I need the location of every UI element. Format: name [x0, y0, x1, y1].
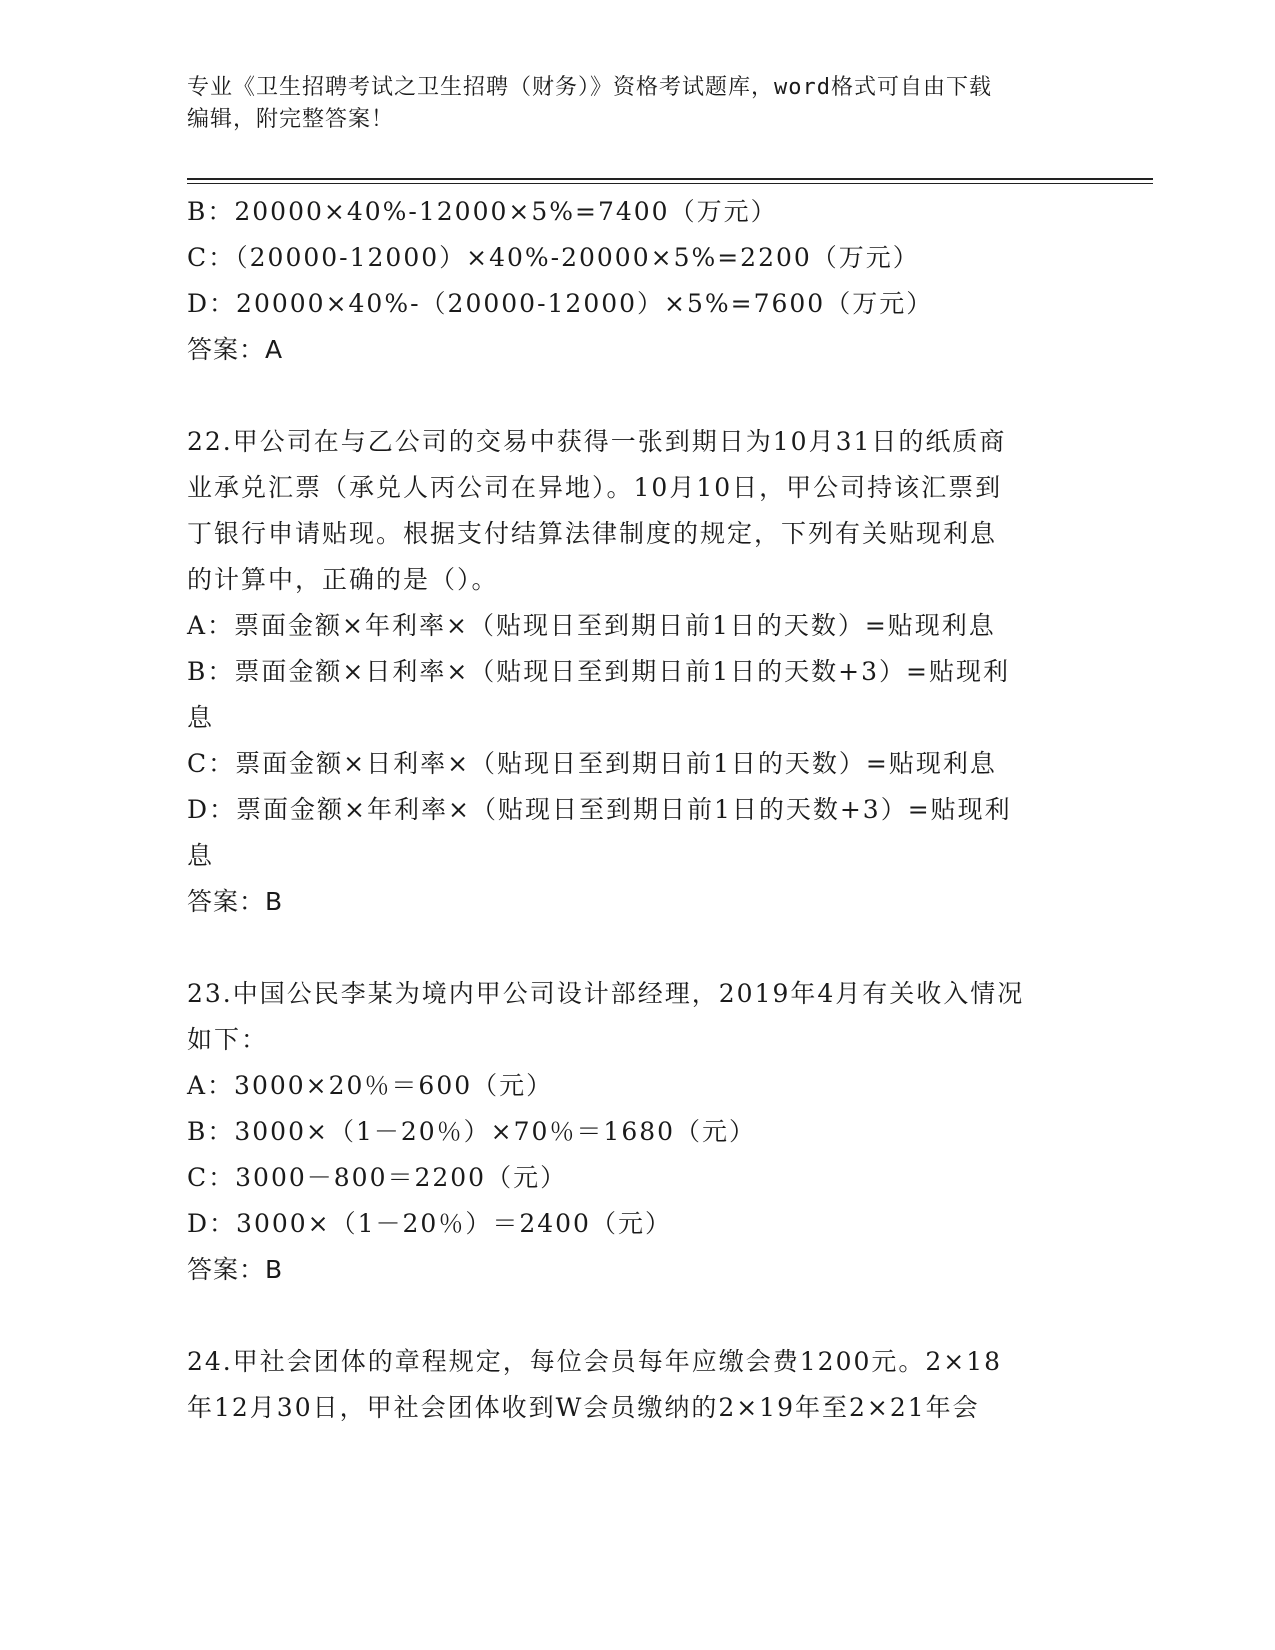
option-d: D：20000×40%-（20000-12000）×5%=7600（万元）	[187, 289, 934, 318]
answer-line: 答案：B	[187, 887, 284, 916]
option-b: B：3000×（1－20％）×70％＝1680（元）	[187, 1117, 757, 1146]
answer-line: 答案：A	[187, 335, 284, 364]
spacer	[187, 1293, 1087, 1339]
question-stem-line: 24.甲社会团体的章程规定，每位会员每年应缴会费1200元。2×18	[187, 1347, 1003, 1376]
option-a: A：票面金额×年利率×（贴现日至到期日前1日的天数）=贴现利息	[187, 611, 996, 640]
question-stem-line: 业承兑汇票（承兑人丙公司在异地）。10月10日，甲公司持该汇票到	[187, 473, 1003, 502]
document-header	[187, 72, 1087, 136]
option-c: C：3000－800＝2200（元）	[187, 1163, 568, 1192]
question-21	[187, 189, 1087, 373]
question-stem-line: 年12月30日，甲社会团体收到W会员缴纳的2×19年至2×21年会	[187, 1393, 980, 1422]
header-line-1: 专业《卫生招聘考试之卫生招聘（财务）》资格考试题库，word格式可自由下载	[187, 75, 992, 100]
header-line-2: 编辑，附完整答案！	[187, 107, 395, 132]
question-22	[187, 419, 1087, 925]
question-content	[187, 189, 1087, 1431]
question-stem-line: 如下：	[187, 1025, 269, 1054]
header-rule-thick	[187, 178, 1153, 180]
option-b-continued: 息	[187, 703, 215, 732]
option-b: B：20000×40%-12000×5%=7400（万元）	[187, 197, 778, 226]
option-b: B：票面金额×日利率×（贴现日至到期日前1日的天数+3）=贴现利	[187, 657, 1010, 686]
option-c: C：票面金额×日利率×（贴现日至到期日前1日的天数）=贴现利息	[187, 749, 997, 778]
option-d: D：票面金额×年利率×（贴现日至到期日前1日的天数+3）=贴现利	[187, 795, 1012, 824]
header-rule-thin	[187, 183, 1153, 184]
option-a: A：3000×20％＝600（元）	[187, 1071, 554, 1100]
question-stem-line: 22.甲公司在与乙公司的交易中获得一张到期日为10月31日的纸质商	[187, 427, 1007, 456]
spacer	[187, 373, 1087, 419]
spacer	[187, 925, 1087, 971]
option-d-continued: 息	[187, 841, 215, 870]
question-stem-line: 丁银行申请贴现。根据支付结算法律制度的规定，下列有关贴现利息	[187, 519, 998, 548]
answer-line: 答案：B	[187, 1255, 284, 1284]
question-stem-line: 的计算中，正确的是（）。	[187, 565, 499, 594]
option-d: D：3000×（1－20％）＝2400（元）	[187, 1209, 672, 1238]
question-24	[187, 1339, 1087, 1431]
question-23	[187, 971, 1087, 1293]
question-stem-line: 23.中国公民李某为境内甲公司设计部经理，2019年4月有关收入情况	[187, 979, 1025, 1008]
option-c: C：（20000-12000）×40%-20000×5%=2200（万元）	[187, 243, 920, 272]
